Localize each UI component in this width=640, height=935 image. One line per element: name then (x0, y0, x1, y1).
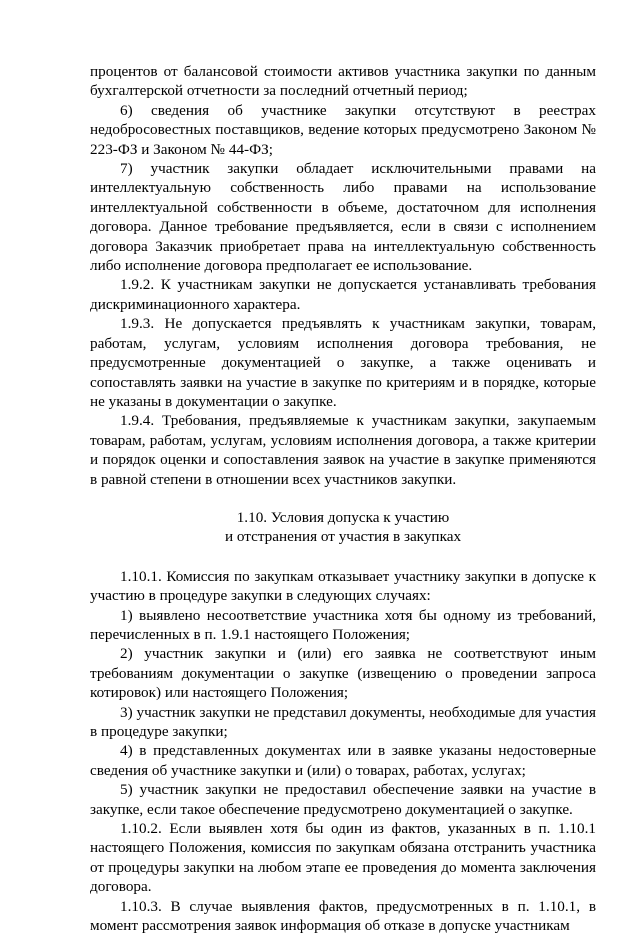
list-item-1: 1) выявлено несоответствие участника хотя бы одному из требований, перечисленных в п. 1.9.1 настоящего Положения; (90, 606, 596, 643)
paragraph-1-10-3: 1.10.3. В случае выявления фактов, предусмотренных в п. 1.10.1, в момент рассмотрения заявок информация об отказе в допуске участникам (90, 897, 596, 935)
paragraph-assets-percent: процентов от балансовой стоимости активов участника закупки по данным бухгалтерской отчетности за последний отчетный период; (90, 63, 596, 100)
list-item-4: 4) в представленных документах или в заявке указаны недостоверные сведения об участнике закупки и (или) о товарах, работах, услугах; (90, 742, 596, 779)
section-heading (90, 508, 596, 547)
list-item-3: 3) участник закупки не представил документы, необходимые для участия в процедуре закупки; (90, 703, 596, 740)
list-item-5: 5) участник закупки не предоставил обеспечение заявки на участие в закупке, если такое обеспечение предусмотрено документацией о закупке. (90, 781, 596, 818)
section-heading-line-1: 1.10. Условия допуска к участию (236, 508, 450, 526)
section-heading-line-2: и отстранения от участия в закупках (224, 528, 462, 546)
paragraph-1-9-3: 1.9.3. Не допускается предъявлять к участникам закупки, товарам, работам, услугам, условиям исполнения договора требования, не предусмотренные документацией о закупке, а также оценивать и сопоставлять заявки на участие в закупке по критериям и в порядке, которые не указаны в документации о закупке. (90, 315, 596, 410)
paragraph-1-9-4: 1.9.4. Требования, предъявляемые к участникам закупки, закупаемым товарам, работам, услугам, условиям исполнения договора, а также критерии и порядок оценки и сопоставления заявок на участие в закупке применяются в равной степени в отношении всех участников закупки. (90, 412, 596, 488)
list-item-2: 2) участник закупки и (или) его заявка не соответствуют иным требованиям документации о закупке (извещению о проведении запроса котировок) или настоящего Положения; (90, 645, 596, 702)
document-page (90, 62, 596, 935)
paragraph-item-6: 6) сведения об участнике закупки отсутствуют в реестрах недобросовестных поставщиков, ведение которых предусмотрено Законом № 223-ФЗ и Законом № 44-ФЗ; (90, 101, 596, 158)
paragraph-1-9-2: 1.9.2. К участникам закупки не допускается устанавливать требования дискриминационного характера. (90, 276, 596, 313)
paragraph-item-7: 7) участник закупки обладает исключительными правами на интеллектуальную собственность либо правами на использование интеллектуальной собственности в объеме, достаточном для исполнения договора. Данное требование предъявляется, если в связи с исполнением договора Заказчик приобретает права на интеллектуальную собственность либо исполнение договора предполагает ее использование. (90, 160, 596, 275)
paragraph-1-10-1: 1.10.1. Комиссия по закупкам отказывает участнику закупки в допуске к участию в процедуре закупки в следующих случаях: (90, 567, 596, 605)
paragraph-1-10-2: 1.10.2. Если выявлен хотя бы один из фактов, указанных в п. 1.10.1 настоящего Положения, комиссия по закупкам обязана отстранить участника от процедуры закупки на любом этапе ее проведения до момента заключения договора. (90, 820, 596, 896)
